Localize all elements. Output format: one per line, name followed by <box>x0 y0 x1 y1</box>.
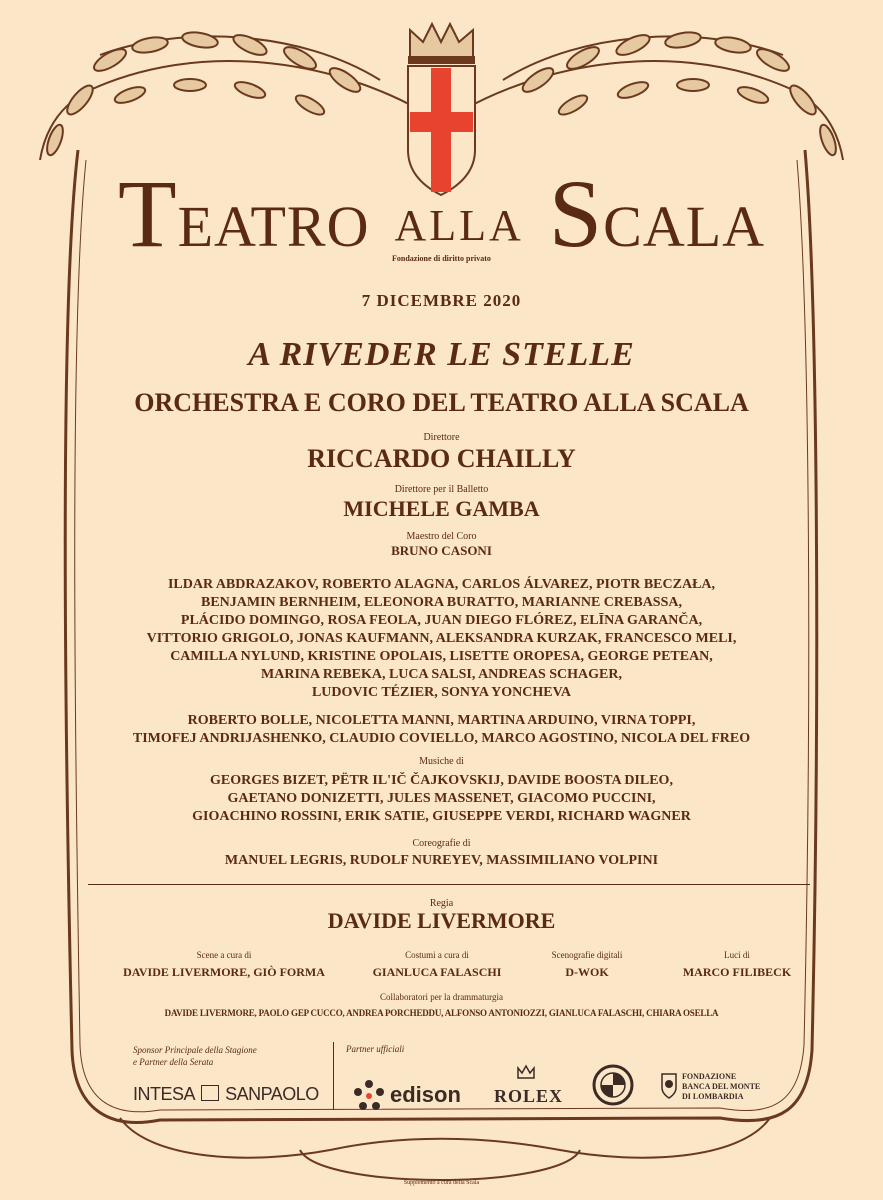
rolex-logo: ROLEX <box>494 1086 564 1106</box>
ballet-conductor-name: MICHELE GAMBA <box>343 496 540 521</box>
title-scala-initial: S <box>548 160 604 267</box>
credit-digital <box>522 950 652 980</box>
title-scala: CALA <box>603 194 766 259</box>
singers-line: LUDOVIC TÉZIER, SONYA YONCHEVA <box>311 685 572 700</box>
fondazione-line: FONDAZIONE <box>682 1072 737 1081</box>
credit-name: DAVIDE LIVERMORE, GIÒ FORMA <box>123 965 325 979</box>
chorus-master-name: BRUNO CASONI <box>391 543 492 558</box>
composers-line: GEORGES BIZET, PËTR IL'IČ ČAJKOVSKIJ, DAVIDE BOOSTA DILEO, <box>210 773 673 788</box>
title-teatro: EATRO <box>177 194 370 259</box>
fondazione-line: DI LOMBARDIA <box>682 1092 744 1101</box>
singers-line: CAMILLA NYLUND, KRISTINE OPOLAIS, LISETTE OROPESA, GEORGE PETEAN, <box>170 649 713 664</box>
right-wreath-icon <box>463 30 843 160</box>
divider <box>88 884 810 885</box>
title-teatro-initial: T <box>117 160 178 267</box>
fondazione-emblem-icon <box>660 1070 678 1100</box>
singers-line: BENJAMIN BERNHEIM, ELEONORA BURATTO, MARIANNE CREBASSA, <box>201 595 682 610</box>
credit-name: D-WOK <box>565 965 609 979</box>
main-sponsor-label-line: e Partner della Serata <box>133 1057 214 1067</box>
dancers-line: TIMOFEJ ANDRIJASHENKO, CLAUDIO COVIELLO, MARCO AGOSTINO, NICOLA DEL FREO <box>132 731 751 746</box>
title-alla: ALLA <box>394 201 524 250</box>
credit-role: Luci di <box>724 950 750 960</box>
intesa-logo-text: INTESA <box>133 1084 195 1104</box>
singers-line: ILDAR ABDRAZAKOV, ROBERTO ALAGNA, CARLOS ÁLVAREZ, PIOTR BECZAŁA, <box>167 577 716 592</box>
singers-line: VITTORIO GRIGOLO, JONAS KAUFMANN, ALEKSANDRA KURZAK, FRANCESCO MELI, <box>146 631 737 646</box>
main-sponsor-label-line: Sponsor Principale della Stagione <box>133 1045 257 1055</box>
choreographers: MANUEL LEGRIS, RUDOLF NUREYEV, MASSIMILIANO VOLPINI <box>224 853 659 868</box>
credit-scene <box>96 950 352 980</box>
singers-list <box>0 576 883 702</box>
left-wreath-icon <box>40 30 420 160</box>
main-sponsor-label <box>133 1044 257 1068</box>
edison-logo: edison <box>390 1082 461 1107</box>
credit-name: GIANLUCA FALASCHI <box>372 965 502 979</box>
intesa-sanpaolo-logo <box>133 1084 319 1105</box>
chorus-master-role: Maestro del Coro <box>406 531 477 542</box>
choreography-role: Coreografie di <box>412 838 471 849</box>
show-title: A RIVEDER LE STELLE <box>248 336 635 373</box>
credit-role: Scenografie digitali <box>551 950 623 960</box>
fondazione-line: BANCA DEL MONTE <box>682 1082 761 1091</box>
dancers-line: ROBERTO BOLLE, NICOLETTA MANNI, MARTINA ARDUINO, VIRNA TOPPI, <box>187 713 696 728</box>
dramaturgy-names: DAVIDE LIVERMORE, PAOLO GEP CUCCO, ANDREA PORCHEDDU, ALFONSO ANTONIOZZI, GIANLUCA FALASCHI, CHIARA OSELLA <box>164 1008 719 1018</box>
fondazione-logo <box>682 1072 760 1102</box>
event-date: 7 DICEMBRE 2020 <box>361 291 522 310</box>
credit-role: Costumi a cura di <box>405 950 469 960</box>
composers-line: GIOACHINO ROSSINI, ERIK SATIE, GIUSEPPE VERDI, RICHARD WAGNER <box>192 809 691 824</box>
edison-logo-icon <box>350 1078 388 1114</box>
sanpaolo-logo-text: SANPAOLO <box>225 1084 319 1104</box>
conductor-role: Direttore <box>423 432 460 443</box>
conductor-name: RICCARDO CHAILLY <box>307 444 576 473</box>
music-role: Musiche di <box>419 756 464 767</box>
credit-role: Scene a cura di <box>196 950 252 960</box>
credit-name: MARCO FILIBECK <box>682 965 792 979</box>
dancers-list <box>0 712 883 748</box>
credit-lights <box>652 950 822 980</box>
theatre-title <box>0 158 883 269</box>
singers-line: PLÁCIDO DOMINGO, ROSA FEOLA, JUAN DIEGO FLÓREZ, ELĪNA GARANČA, <box>180 613 703 628</box>
partner-label: Partner ufficiali <box>346 1044 405 1054</box>
orchestra-title: ORCHESTRA E CORO DEL TEATRO ALLA SCALA <box>134 388 749 417</box>
dramaturgy-role: Collaboratori per la drammaturgia <box>379 992 504 1002</box>
singers-line: MARINA REBEKA, LUCA SALSI, ANDREAS SCHAGER, <box>261 667 622 682</box>
sponsor-divider <box>333 1042 334 1110</box>
foundation-subtitle: Fondazione di diritto privato <box>392 254 491 263</box>
composers-line: GAETANO DONIZETTI, JULES MASSENET, GIACOMO PUCCINI, <box>227 791 656 806</box>
intesa-mark-icon <box>201 1085 219 1101</box>
credit-costumes <box>352 950 522 980</box>
footer-note: Supplemento a cura della Scala <box>403 1180 480 1186</box>
crown-icon <box>516 1064 536 1080</box>
director-name: DAVIDE LIVERMORE <box>327 908 556 933</box>
composers-list <box>0 772 883 826</box>
ballet-conductor-role: Direttore per il Balletto <box>394 484 489 495</box>
direction-role: Regia <box>429 898 454 909</box>
bmw-logo-icon <box>592 1064 634 1106</box>
